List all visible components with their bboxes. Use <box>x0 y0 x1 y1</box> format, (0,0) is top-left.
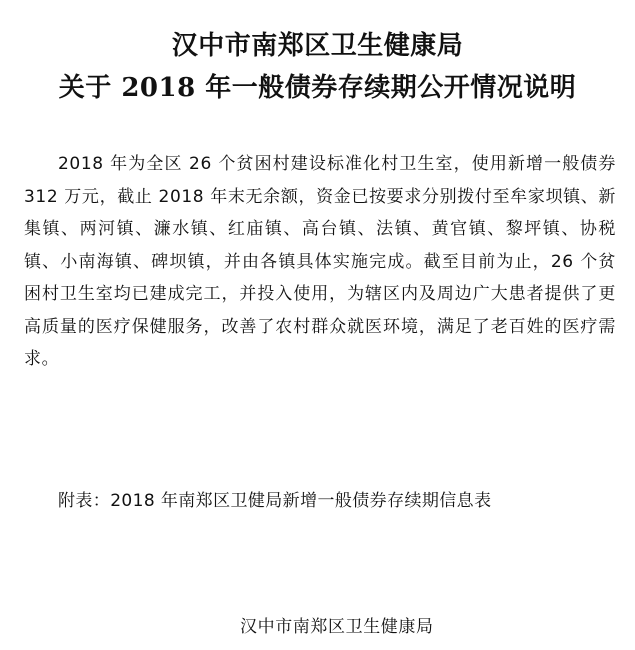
document-title-line-2: 关于 2018 年一般债券存续期公开情况说明 <box>58 73 577 103</box>
attachment-note: 附表：2018 年南郑区卫健局新增一般债券存续期信息表 <box>58 491 492 511</box>
signature: 汉中市南郑区卫生健康局 <box>240 617 434 637</box>
body-paragraph: 2018 年为全区 26 个贫困村建设标准化村卫生室，使用新增一般债券 312 万元，截止 2018 年末无余额，资金已按要求分别拨付至牟家坝镇、新集镇、两河镇、濂水镇、红庙镇、高台镇、法镇、黄官镇、黎坪镇、协税镇、小南海镇、碑坝镇，并由各镇具体实施完成。截至目前为止，26 个贫困村卫生室均已建成完工，并投入使用，为辖区内及周边广大患者提供了更高质量的医疗保健服务，改善了农村群众就医环境，满足了老百姓的医疗需求。 <box>24 154 616 369</box>
document-title-line-1: 汉中市南郑区卫生健康局 <box>171 31 464 61</box>
